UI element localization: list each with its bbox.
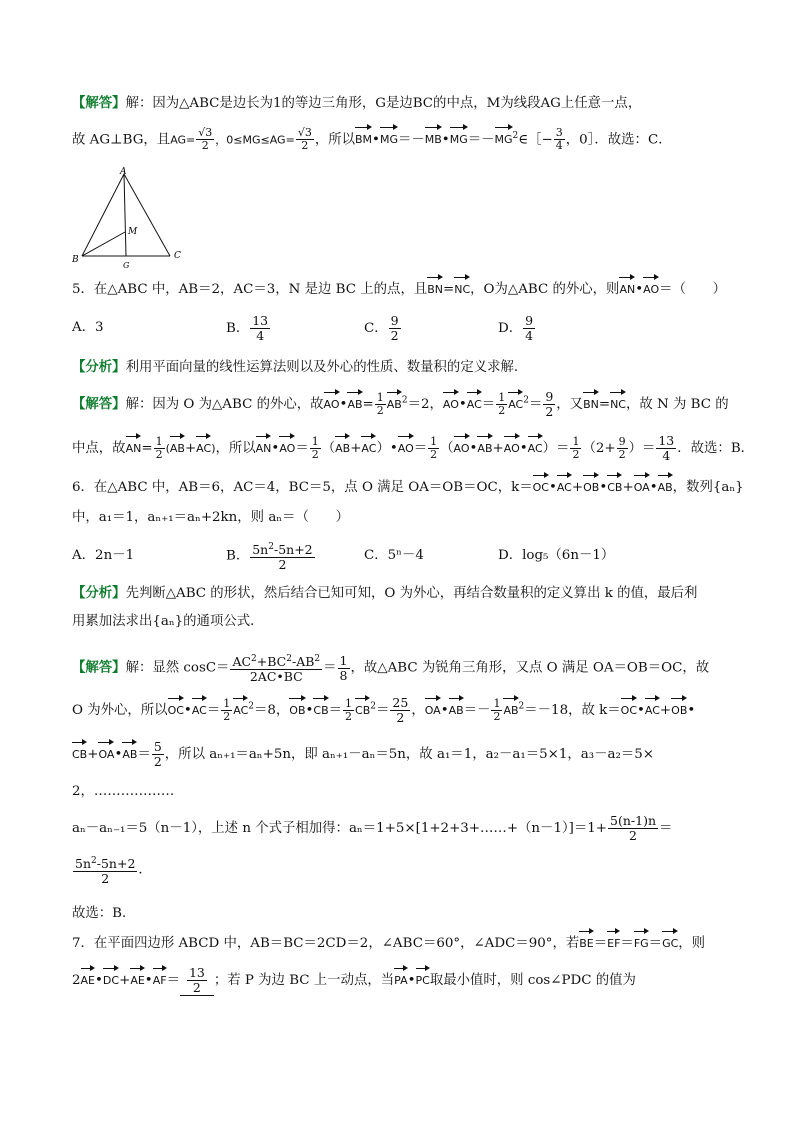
q6-option-c: C．5ⁿ－4 <box>364 548 424 563</box>
q6-option-a: A．2n－1 <box>72 548 135 563</box>
label-b: B <box>72 255 79 265</box>
q5-option-d: D． $\frac{9}{4}$ <box>498 313 534 343</box>
q6-solution-line6: $\frac{5n^2-5n+2}{2}$ ． <box>75 856 152 887</box>
q6-option-d: D．log₅（6n－1） <box>498 548 615 563</box>
q7-stem-line1: 7．在平面四边形 ABCD 中，AB＝BC＝2CD＝2，∠ABC＝60°，∠ADC＝90°，若BE＝EF＝FG＝GC，则 <box>72 934 705 954</box>
q6-stem-line1: 6．在△ABC 中，AB＝6，AC＝4，BC＝5，点 O 满足 OA＝OB＝OC，k＝OC•AC+OB•CB+OA•AB，数列{aₙ} <box>72 478 744 498</box>
q5-solution-line2: 中点，故AN= $\frac{1}{2}$ (AB+AC)，所以AN•AO＝ $\frac{1}{2}$ （AB+AC）•AO＝ $\frac{1}{2}$ （AO•AB+AO•AC）＝ $\frac{1}{2}$ （2+ $\frac{9}{2}$ ）＝ $\frac{13}{4}$ ．故选：B． <box>72 433 755 463</box>
label-c: C <box>174 251 181 261</box>
q6-solution-line2: O 为外心，所以OC•AC＝ $\frac{1}{2}$ $AC^2=8$，OB•CB＝ $\frac{1}{2}$ $CB^2=$ $\frac{25}{2}$ ，OA•AB＝－ $\frac{1}{2}$ $AB^2=-18$，故 k＝OC•AC+OB• <box>72 695 696 725</box>
triangle-figure <box>64 166 194 270</box>
q4-solution-line2: 故 AG⊥BG，且AG= $\frac{√3}{2}$ ，0≤MG≤AG= $\frac{√3}{2}$ ，所以$BM•MG=-MB•MG=-MG^2\in[-$ $\frac{3}{4}$ ，0］．故选：C． <box>72 126 672 153</box>
q6-solution-line5: aₙ－aₙ₋₁＝5（n－1），上述 n 个式子相加得：aₙ＝1+5×[1+2+3+……+（n－1）]＝1+ $\frac{5(n-1)n}{2}$ ＝ <box>72 813 673 843</box>
label-m: M <box>128 227 138 237</box>
q6-choose: 故选：B． <box>72 906 136 921</box>
answer-tag: 【解答】 <box>72 96 126 111</box>
q6-option-b: B． $\frac{5n^2-5n+2}{2}$ <box>226 542 313 573</box>
label-g: G <box>123 261 130 270</box>
q4-solution-line1: 【解答】解：因为△ABC是边长为1的等边三角形，G是边BC的中点，M为线段AG上任意一点， <box>72 96 642 111</box>
q5-option-b: B． $\frac{13}{4}$ <box>226 313 269 343</box>
q5-solution-line1: 【解答】解：因为 O 为△ABC 的外心，故AO•AB= $\frac{1}{2}$ $AB^2=2$，AO•AC＝ $\frac{1}{2}$ $AC^2=$ $\frac{9}{2}$ ，又BN=NC，故 N 为 BC 的 <box>72 389 729 419</box>
q5-analysis: 【分析】利用平面向量的线性运算法则以及外心的性质、数量积的定义求解． <box>72 360 528 375</box>
q5-stem: 5．在△ABC 中，AB＝2，AC＝3，N 是边 BC 上的点，且BN=NC，O为△ABC 的外心，则AN•AO＝（ ） <box>72 280 726 300</box>
q6-analysis-line2: 用累加法求出{aₙ}的通项公式． <box>72 614 264 629</box>
q6-solution-line1: 【解答】解：显然 cosC＝ $\frac{AC^2+BC^2-AB^2}{2AC•BC}$ ＝ $\frac{1}{8}$ ，故△ABC 为锐角三角形，又点 O 满足 OA＝OB＝OC，故 <box>72 652 710 685</box>
q6-stem-line2: 中，a₁＝1，aₙ₊₁＝aₙ+2kn，则 aₙ＝（ ） <box>72 510 350 525</box>
q6-solution-line3: CB+OA•AB＝ $\frac{5}{2}$ ，所以 aₙ₊₁＝aₙ+5n，即 aₙ₊₁－aₙ＝5n，故 a₁＝1，a₂－a₁＝5×1，a₃－a₂＝5× <box>72 739 654 769</box>
q5-option-c: C． $\frac{9}{2}$ <box>364 313 399 343</box>
label-a: A <box>120 167 127 177</box>
q5-option-a: A．3 <box>72 320 104 335</box>
q7-stem-line2: 2AE•DC+AE•AF＝ $\frac{13}{2}$ ；若 P 为边 BC 上一动点，当PA•PC取最小值时，则 cos∠PDC 的值为 <box>72 965 636 995</box>
q6-solution-line4: 2，……………… <box>72 784 175 799</box>
q6-analysis-line1: 【分析】先判断△ABC 的形状，然后结合已知可知，O 为外心，再结合数量积的定义算出 k 的值，最后利 <box>72 586 698 601</box>
